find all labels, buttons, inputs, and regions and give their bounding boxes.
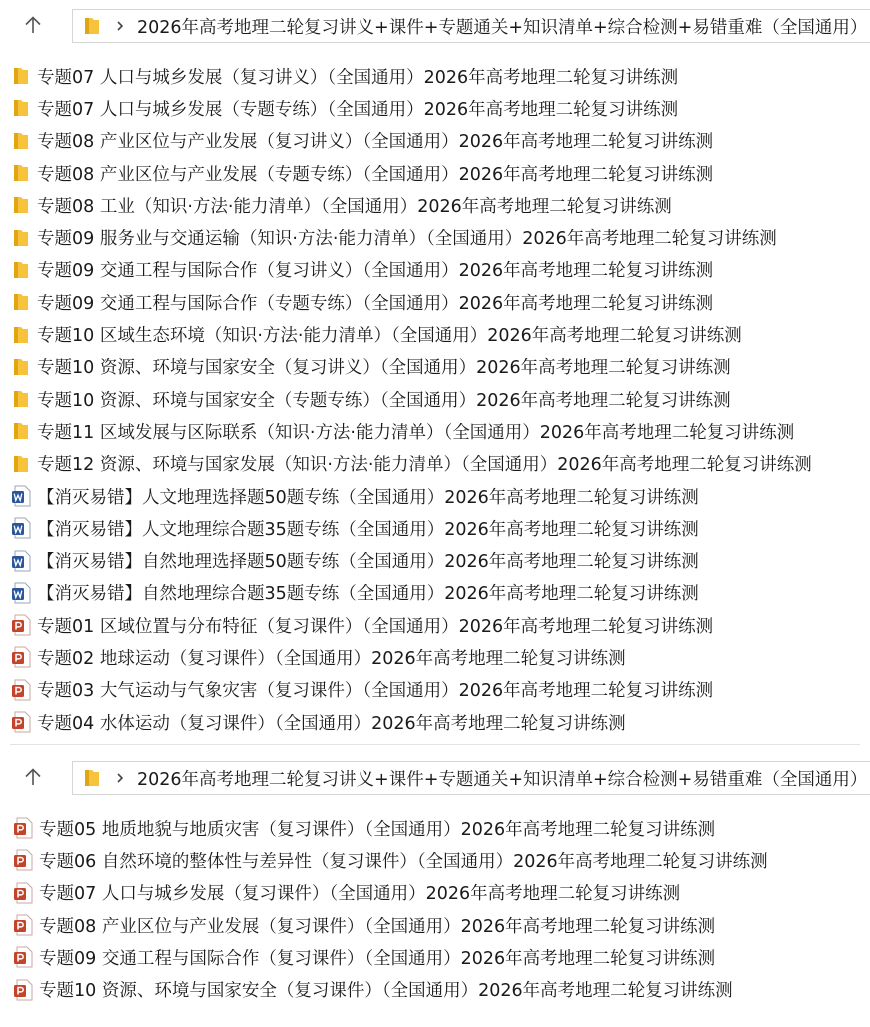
breadcrumb[interactable]: 2026年高考地理二轮复习讲义+课件+专题通关+知识清单+综合检测+易错重难（全国通用）	[137, 17, 868, 38]
powerpoint-icon	[12, 881, 34, 905]
file-name: 专题12 资源、环境与国家发展（知识·方法·能力清单）（全国通用）2026年高考地理二轮复习讲练测	[37, 455, 812, 476]
file-item[interactable]	[0, 941, 870, 973]
file-name: 专题07 人口与城乡发展（复习课件）（全国通用）2026年高考地理二轮复习讲练测	[39, 884, 681, 905]
folder-icon	[10, 64, 32, 88]
file-item[interactable]	[0, 641, 870, 673]
file-item[interactable]	[0, 706, 870, 738]
file-item[interactable]	[0, 512, 870, 544]
file-item[interactable]	[0, 544, 870, 576]
folder-item[interactable]	[0, 351, 870, 383]
powerpoint-icon	[12, 978, 34, 1002]
file-name: 专题06 自然环境的整体性与差异性（复习课件）（全国通用）2026年高考地理二轮复习讲练测	[39, 851, 768, 872]
powerpoint-icon	[12, 913, 34, 937]
folder-icon	[83, 768, 101, 788]
folder-item[interactable]	[0, 92, 870, 124]
file-name: 专题10 资源、环境与国家安全（复习课件）（全国通用）2026年高考地理二轮复习讲练测	[39, 981, 733, 1002]
divider	[10, 744, 860, 745]
navigation-bar	[0, 0, 870, 50]
file-name: 专题10 资源、环境与国家安全（专题专练）（全国通用）2026年高考地理二轮复习讲练测	[37, 390, 731, 411]
word-document-icon	[10, 549, 32, 573]
file-item[interactable]	[0, 909, 870, 941]
folder-item[interactable]	[0, 254, 870, 286]
file-name: 专题08 产业区位与产业发展（专题专练）（全国通用）2026年高考地理二轮复习讲练测	[37, 164, 714, 185]
file-item[interactable]	[0, 844, 870, 876]
file-name: 专题08 产业区位与产业发展（复习课件）（全国通用）2026年高考地理二轮复习讲练测	[39, 916, 716, 937]
file-name: 专题11 区域发展与区际联系（知识·方法·能力清单）（全国通用）2026年高考地理二轮复习讲练测	[37, 422, 795, 443]
file-item[interactable]	[0, 877, 870, 909]
file-name: 【消灭易错】自然地理选择题50题专练（全国通用）2026年高考地理二轮复习讲练测	[37, 552, 699, 573]
folder-icon	[10, 355, 32, 379]
folder-item[interactable]	[0, 318, 870, 350]
file-list	[0, 812, 870, 1006]
folder-icon	[10, 323, 32, 347]
word-document-icon	[10, 484, 32, 508]
explorer-panel-bottom	[0, 752, 870, 1002]
arrow-up-icon	[24, 15, 42, 35]
word-document-icon	[10, 516, 32, 540]
address-bar[interactable]	[72, 9, 870, 43]
powerpoint-icon	[12, 816, 34, 840]
folder-icon	[10, 129, 32, 153]
file-name: 【消灭易错】人文地理综合题35题专练（全国通用）2026年高考地理二轮复习讲练测	[37, 519, 699, 540]
file-list	[0, 60, 870, 738]
file-name: 专题04 水体运动（复习课件）（全国通用）2026年高考地理二轮复习讲练测	[37, 713, 626, 734]
folder-item[interactable]	[0, 125, 870, 157]
folder-item[interactable]	[0, 221, 870, 253]
file-name: 专题02 地球运动（复习课件）（全国通用）2026年高考地理二轮复习讲练测	[37, 648, 626, 669]
file-item[interactable]	[0, 812, 870, 844]
folder-icon	[10, 193, 32, 217]
folder-item[interactable]	[0, 157, 870, 189]
folder-icon	[10, 161, 32, 185]
file-name: 专题10 区域生态环境（知识·方法·能力清单）（全国通用）2026年高考地理二轮复习讲练测	[37, 326, 742, 347]
folder-item[interactable]	[0, 189, 870, 221]
powerpoint-icon	[12, 848, 34, 872]
file-name: 专题08 工业（知识·方法·能力清单）（全国通用）2026年高考地理二轮复习讲练测	[37, 196, 672, 217]
folder-item[interactable]	[0, 60, 870, 92]
up-button[interactable]	[16, 0, 50, 50]
chevron-right-icon	[115, 19, 125, 33]
file-item[interactable]	[0, 973, 870, 1005]
file-name: 专题09 服务业与交通运输（知识·方法·能力清单）（全国通用）2026年高考地理二轮复习讲练测	[37, 229, 777, 250]
file-name: 专题07 人口与城乡发展（复习讲义）（全国通用）2026年高考地理二轮复习讲练测	[37, 67, 679, 88]
folder-icon	[10, 96, 32, 120]
breadcrumb[interactable]: 2026年高考地理二轮复习讲义+课件+专题通关+知识清单+综合检测+易错重难（全国通用）	[137, 769, 868, 790]
file-name: 专题07 人口与城乡发展（专题专练）（全国通用）2026年高考地理二轮复习讲练测	[37, 99, 679, 120]
folder-icon	[10, 226, 32, 250]
powerpoint-icon	[10, 678, 32, 702]
file-item[interactable]	[0, 577, 870, 609]
folder-item[interactable]	[0, 286, 870, 318]
file-name: 专题09 交通工程与国际合作（复习讲义）（全国通用）2026年高考地理二轮复习讲练测	[37, 261, 714, 282]
file-name: 专题01 区域位置与分布特征（复习课件）（全国通用）2026年高考地理二轮复习讲练测	[37, 616, 714, 637]
navigation-bar	[0, 752, 870, 802]
arrow-up-icon	[24, 767, 42, 787]
folder-icon	[10, 258, 32, 282]
powerpoint-icon	[12, 945, 34, 969]
folder-icon	[10, 452, 32, 476]
file-name: 专题09 交通工程与国际合作（复习课件）（全国通用）2026年高考地理二轮复习讲练测	[39, 948, 716, 969]
folder-icon	[83, 16, 101, 36]
file-name: 专题08 产业区位与产业发展（复习讲义）（全国通用）2026年高考地理二轮复习讲练测	[37, 132, 714, 153]
address-bar[interactable]	[72, 761, 870, 795]
file-item[interactable]	[0, 674, 870, 706]
folder-item[interactable]	[0, 415, 870, 447]
folder-icon	[10, 419, 32, 443]
up-button[interactable]	[16, 752, 50, 802]
folder-item[interactable]	[0, 383, 870, 415]
powerpoint-icon	[10, 613, 32, 637]
file-name: 专题05 地质地貌与地质灾害（复习课件）（全国通用）2026年高考地理二轮复习讲练测	[39, 819, 716, 840]
powerpoint-icon	[10, 710, 32, 734]
file-name: 专题03 大气运动与气象灾害（复习课件）（全国通用）2026年高考地理二轮复习讲练测	[37, 681, 714, 702]
file-name: 专题09 交通工程与国际合作（专题专练）（全国通用）2026年高考地理二轮复习讲练测	[37, 293, 714, 314]
file-item[interactable]	[0, 609, 870, 641]
folder-item[interactable]	[0, 448, 870, 480]
file-name: 【消灭易错】人文地理选择题50题专练（全国通用）2026年高考地理二轮复习讲练测	[37, 487, 699, 508]
chevron-right-icon	[115, 771, 125, 785]
file-item[interactable]	[0, 480, 870, 512]
powerpoint-icon	[10, 645, 32, 669]
folder-icon	[10, 387, 32, 411]
file-name: 【消灭易错】自然地理综合题35题专练（全国通用）2026年高考地理二轮复习讲练测	[37, 584, 699, 605]
folder-icon	[10, 290, 32, 314]
word-document-icon	[10, 581, 32, 605]
file-name: 专题10 资源、环境与国家安全（复习讲义）（全国通用）2026年高考地理二轮复习讲练测	[37, 358, 731, 379]
